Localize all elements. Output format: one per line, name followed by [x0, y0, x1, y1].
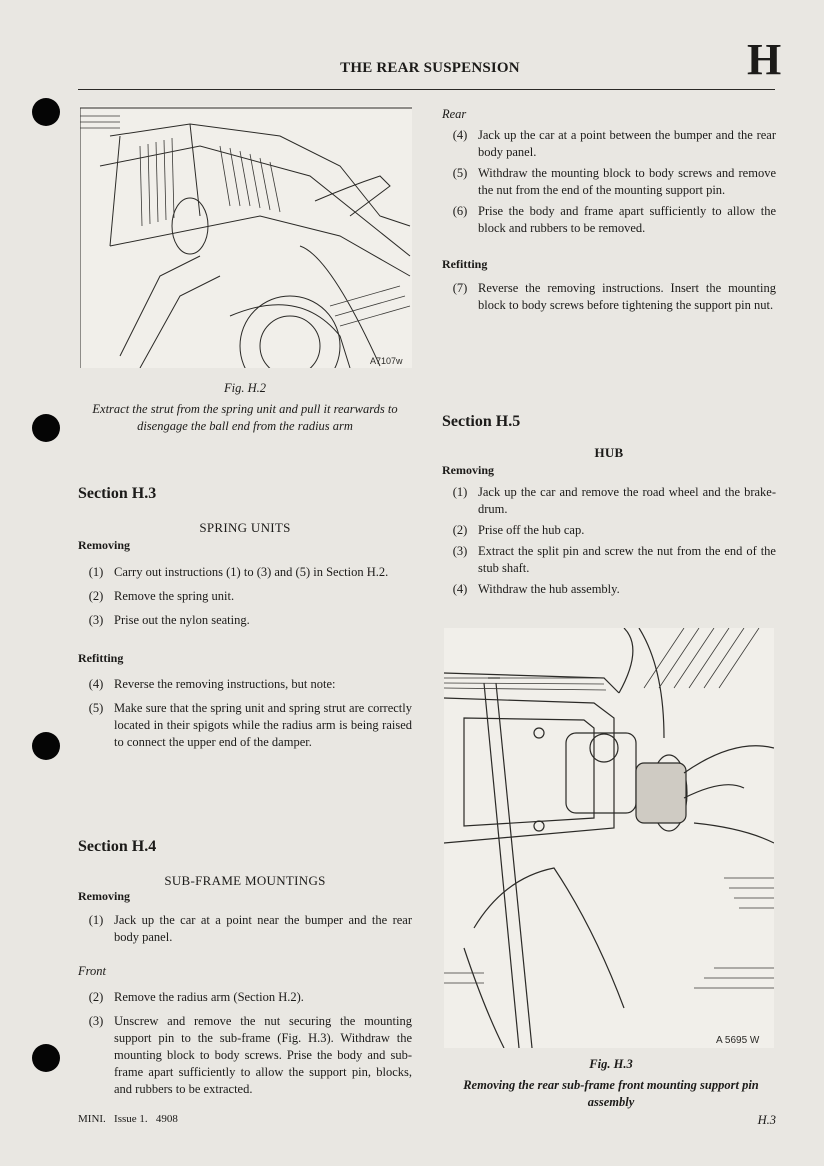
list-item-text: Prise off the hub cap.	[478, 523, 585, 537]
list-item	[78, 912, 412, 946]
binder-hole	[32, 98, 60, 126]
list-item	[442, 127, 776, 161]
section-h4-heading: Section H.4	[78, 838, 157, 855]
list-item-number: (7)	[452, 281, 468, 295]
section-h5-removing-label: Removing	[442, 463, 494, 477]
list-item-text: Unscrew and remove the nut securing the mounting support pin to the sub-frame (Fig. H.3). Withdraw the mounting block to body screws. Prise the body and sub-frame apart sufficiently to allow the support pin, blocks, and rubbers to be extracted.	[114, 1014, 412, 1096]
section-h3-title: SPRING UNITS	[199, 520, 291, 535]
binder-hole	[32, 1044, 60, 1072]
list-item-text: Withdraw the mounting block to body screws and remove the nut from the end of the mounting support pin.	[478, 166, 776, 197]
list-item-number: (3)	[452, 544, 468, 558]
figure-h2-code: A7107w	[370, 356, 403, 366]
binder-hole	[32, 414, 60, 442]
list-item-number: (1)	[452, 485, 468, 499]
list-item-text: Prise the body and frame apart sufficiently to allow the block and rubbers to be removed.	[478, 204, 776, 235]
list-item	[78, 1013, 412, 1098]
figure-h3-illustration	[444, 628, 774, 1048]
section-h4	[78, 838, 412, 1098]
list-item-text: Reverse the removing instructions, but note:	[114, 677, 336, 691]
section-letter: H	[747, 35, 782, 84]
list-item-text: Reverse the removing instructions. Insert the mounting block to body screws before tightening the support pin nut.	[478, 281, 776, 312]
section-h5-title: HUB	[594, 445, 624, 460]
list-item	[78, 612, 412, 629]
list-item	[442, 581, 776, 598]
section-h4-rear-label: Rear	[442, 107, 467, 121]
binder-hole	[32, 732, 60, 760]
section-h4-front-label: Front	[78, 964, 107, 978]
list-item-text: Jack up the car at a point near the bumper and the rear body panel.	[114, 913, 412, 944]
list-item	[78, 989, 412, 1006]
section-h3	[78, 485, 412, 751]
section-h4-removing-label: Removing	[78, 889, 130, 903]
list-item-text: Carry out instructions (1) to (3) and (5) in Section H.2.	[114, 565, 389, 579]
list-item-number: (4)	[452, 582, 468, 596]
list-item	[442, 543, 776, 577]
list-item	[78, 676, 412, 693]
figure-h3-code: A 5695 W	[716, 1035, 760, 1046]
list-item-number: (4)	[88, 677, 104, 691]
list-item	[78, 588, 412, 605]
header-divider	[78, 89, 775, 90]
list-item	[78, 564, 412, 581]
list-item	[78, 700, 412, 751]
section-h3-removing-label: Removing	[78, 538, 130, 552]
section-h4-refitting-label: Refitting	[442, 257, 488, 271]
list-item-text: Withdraw the hub assembly.	[478, 582, 620, 596]
list-item-number: (1)	[88, 565, 104, 579]
list-item-text: Prise out the nylon seating.	[114, 613, 250, 627]
list-item-number: (2)	[88, 589, 104, 603]
figure-h2-illustration	[80, 106, 412, 368]
page-title: THE REAR SUSPENSION	[340, 60, 520, 76]
list-item-number: (1)	[88, 913, 104, 927]
list-item-text: Make sure that the spring unit and spring strut are correctly located in their spigots while the radius arm is being raised to connect the upper end of the damper.	[114, 701, 412, 749]
figure-h2-title: Fig. H.2	[223, 381, 266, 395]
page-number: H.3	[757, 1113, 776, 1127]
list-item-number: (5)	[452, 166, 468, 180]
list-item-number: (5)	[88, 701, 104, 715]
section-h5-heading: Section H.5	[442, 413, 521, 430]
list-item	[442, 280, 776, 314]
section-h5	[442, 413, 776, 598]
list-item-text: Remove the radius arm (Section H.2).	[114, 990, 304, 1004]
list-item	[442, 165, 776, 199]
list-item-number: (2)	[88, 990, 104, 1004]
list-item	[442, 203, 776, 237]
section-h3-heading: Section H.3	[78, 485, 157, 502]
figure-h3-caption	[446, 1056, 776, 1111]
figure-h3-title: Fig. H.3	[589, 1057, 633, 1071]
section-h4-title: SUB-FRAME MOUNTINGS	[164, 873, 326, 888]
list-item	[442, 522, 776, 539]
list-item-number: (2)	[452, 523, 468, 537]
figure-h3-description: Removing the rear sub-frame front mounting support pin assembly	[463, 1078, 759, 1109]
list-item-number: (3)	[88, 613, 104, 627]
list-item-number: (4)	[452, 128, 468, 142]
section-h3-refitting-label: Refitting	[78, 651, 124, 665]
list-item-text: Remove the spring unit.	[114, 589, 235, 603]
list-item-number: (6)	[452, 204, 468, 218]
list-item-text: Jack up the car at a point between the bumper and the rear body panel.	[478, 128, 776, 159]
list-item	[442, 484, 776, 518]
list-item-number: (3)	[88, 1014, 104, 1028]
section-h4-continued	[442, 107, 776, 314]
list-item-text: Extract the split pin and screw the nut from the end of the stub shaft.	[478, 544, 776, 575]
footer-issue: MINI. Issue 1. 4908	[78, 1113, 178, 1125]
figure-h2-description: Extract the strut from the spring unit and pull it rearwards to disengage the ball end from the radius arm	[92, 402, 398, 433]
figure-h2-caption	[86, 380, 404, 435]
list-item-text: Jack up the car and remove the road wheel and the brake-drum.	[478, 485, 776, 516]
